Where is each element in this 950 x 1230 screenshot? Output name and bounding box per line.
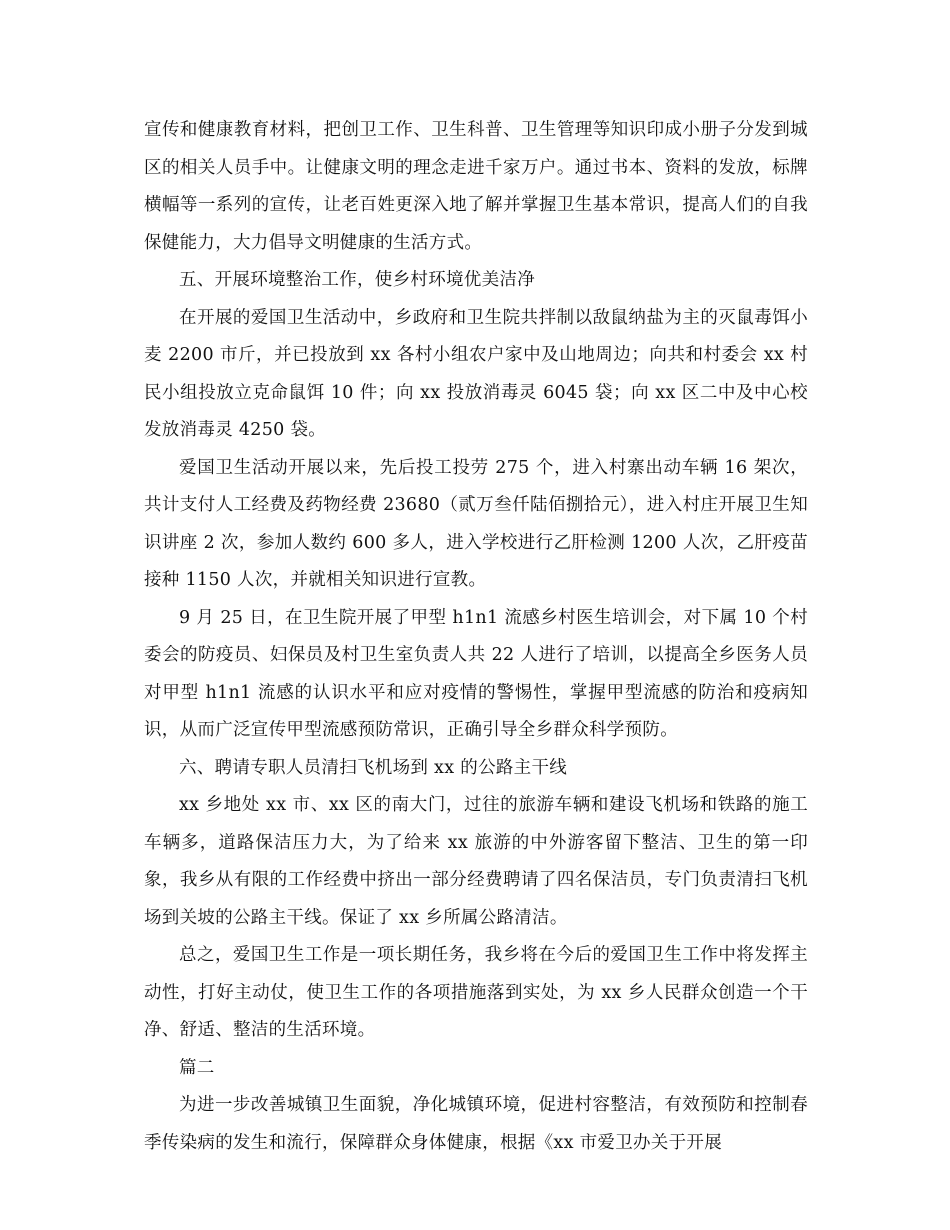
paragraph: 在开展的爱国卫生活动中，乡政府和卫生院共拌制以敌鼠纳盐为主的灭鼠毒饵小麦 2200 市斤，并已投放到 xx 各村小组农户家中及山地周边；向共和村委会 xx 村民小组投放立克命鼠饵 10 件；向 xx 投放消毒灵 6045 袋；向 xx 区二中及中心校发放消毒灵 4250 袋。 <box>144 307 808 440</box>
paragraph: 爱国卫生活动开展以来，先后投工投劳 275 个，进入村寨出动车辆 16 架次，共计支付人工经费及药物经费 23680（贰万叁仟陆佰捌拾元），进入村庄开展卫生知识讲座 2 次，参加人数约 600 多人，进入学校进行乙肝检测 1200 人次，乙肝疫苗接种 1150 人次，并就相关知识进行宣教。 <box>144 457 808 590</box>
paragraph-continued: 宣传和健康教育材料，把创卫工作、卫生科普、卫生管理等知识印成小册子分发到城区的相关人员手中。让健康文明的理念走进千家万户。通过书本、资料的发放，标牌横幅等一系列的宣传，让老百姓更深入地了解并掌握卫生基本常识，提高人们的自我保健能力，大力倡导文明健康的生活方式。 <box>144 120 808 253</box>
paragraph: 总之，爱国卫生工作是一项长期任务，我乡将在今后的爱国卫生工作中将发挥主动性，打好主动仗，使卫生工作的各项措施落到实处，为 xx 乡人民群众创造一个干净、舒适、整洁的生活环境。 <box>144 945 808 1040</box>
section-heading-5: 五、开展环境整治工作，使乡村环境优美洁净 <box>179 270 535 290</box>
paragraph: xx 乡地处 xx 市、xx 区的南大门，过往的旅游车辆和建设飞机场和铁路的施工车辆多，道路保洁压力大，为了给来 xx 旅游的中外游客留下整洁、卫生的第一印象，我乡从有限的工作经费中挤出一部分经费聘请了四名保洁员，专门负责清扫飞机场到关坡的公路主干线。保证了 xx 乡所属公路清洁。 <box>144 795 808 928</box>
part-heading: 篇二 <box>179 1057 215 1078</box>
paragraph: 9 月 25 日，在卫生院开展了甲型 h1n1 流感乡村医生培训会，对下属 10 个村委会的防疫员、妇保员及村卫生室负责人共 22 人进行了培训，以提高全乡医务人员对甲型 h1n1 流感的认识水平和应对疫情的警惕性，掌握甲型流感的防治和疫病知识，从而广泛宣传甲型流感预防常识，正确引导全乡群众科学预防。 <box>144 607 808 740</box>
section-heading-6: 六、聘请专职人员清扫飞机场到 xx 的公路主干线 <box>179 757 568 778</box>
paragraph: 为进一步改善城镇卫生面貌，净化城镇环境，促进村容整洁，有效预防和控制春季传染病的发生和流行，保障群众身体健康，根据《xx 市爱卫办关于开展 <box>144 1095 808 1153</box>
document-body <box>144 112 808 1162</box>
